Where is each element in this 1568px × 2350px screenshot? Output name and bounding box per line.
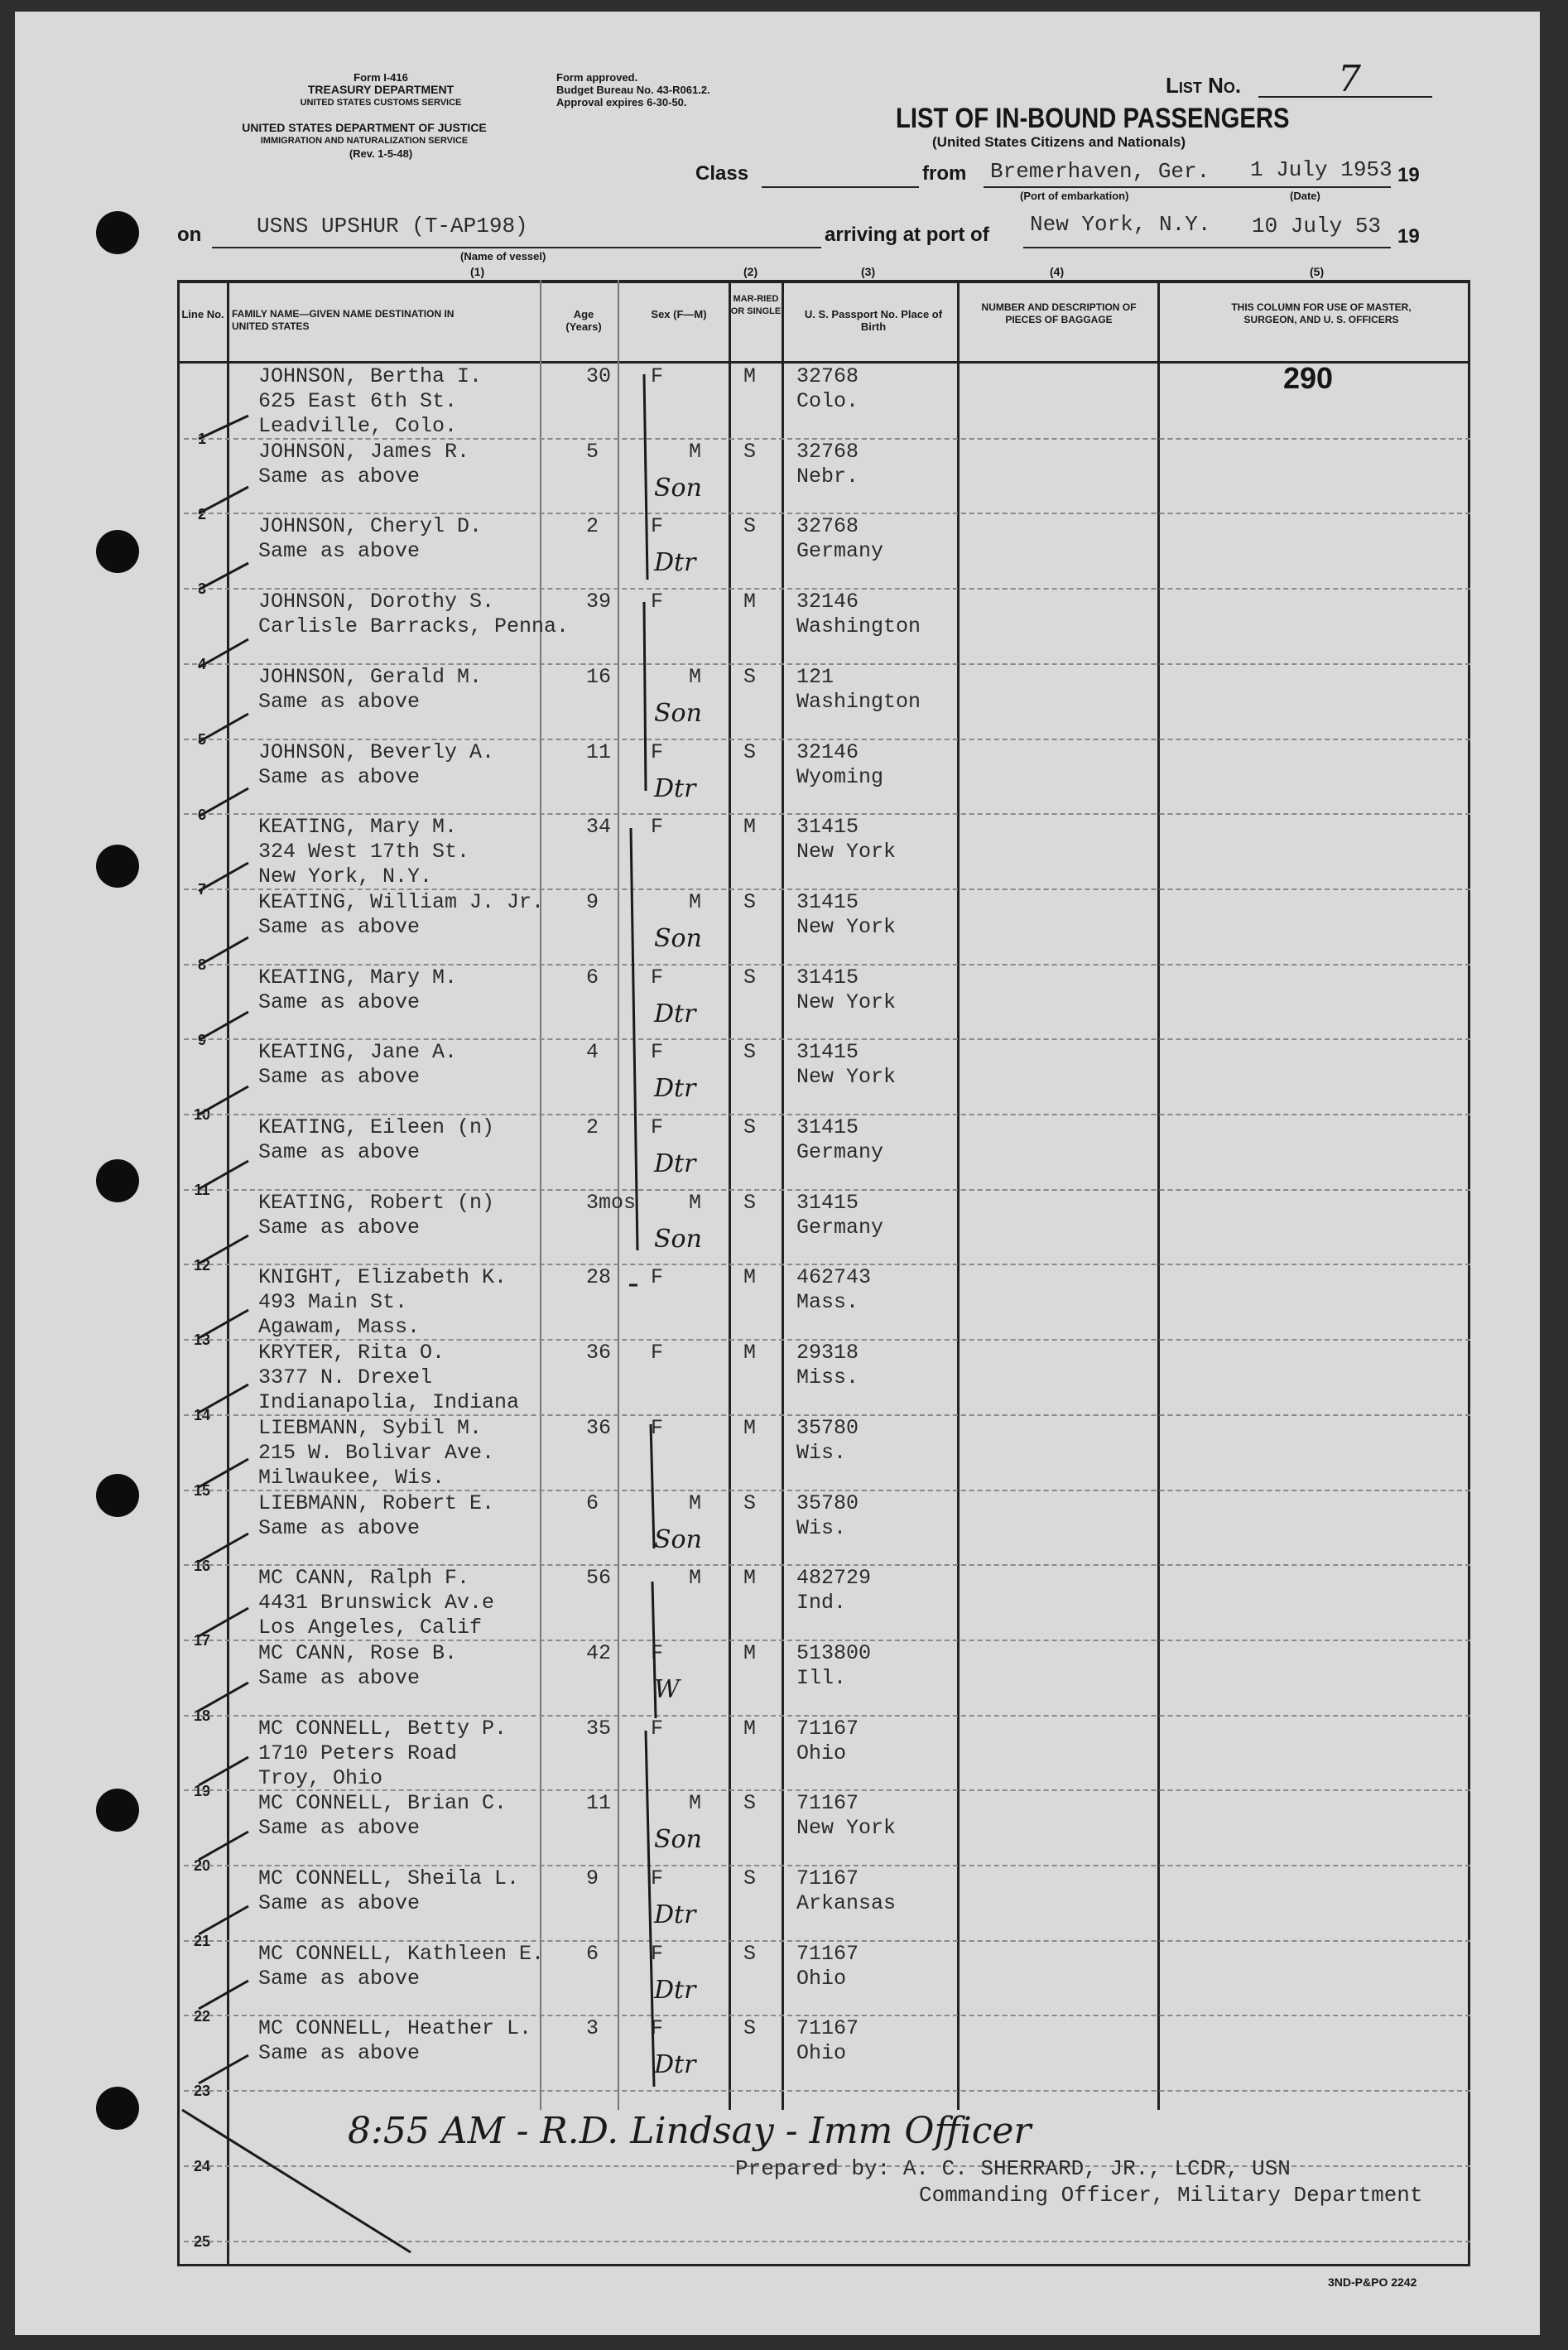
- place-of-birth: Wis.: [796, 1440, 847, 1465]
- passenger-name: JOHNSON, James R.: [258, 439, 470, 464]
- passport-number: 35780: [796, 1415, 859, 1440]
- passport-number: 71167: [796, 2016, 859, 2041]
- relationship-note: Dtr: [654, 773, 696, 803]
- col-number-2: (2): [743, 265, 758, 278]
- marital-status: S: [743, 1941, 757, 1966]
- passenger-age: 2: [586, 514, 599, 539]
- passenger-name: JOHNSON, Beverly A.: [258, 739, 495, 764]
- passenger-age: 16: [586, 664, 612, 689]
- family-bracket: [646, 1731, 654, 2087]
- relationship-note: W: [654, 1674, 680, 1704]
- passport-number: 462743: [796, 1265, 872, 1290]
- relationship-note: Dtr: [654, 1149, 696, 1178]
- line-number: 23: [193, 2083, 211, 2100]
- relationship-note: Dtr: [654, 1074, 696, 1104]
- line-number: 25: [193, 2232, 211, 2250]
- passport-number: 32768: [796, 514, 859, 539]
- place-of-birth: Germany: [796, 539, 884, 564]
- family-bracket: [644, 602, 646, 791]
- passenger-address: Same as above: [258, 464, 421, 489]
- passenger-age: 56: [586, 1566, 612, 1591]
- place-of-birth: New York: [796, 840, 897, 864]
- list-no-label: List No.: [1166, 73, 1242, 98]
- header-line-no: Line No.: [181, 308, 224, 320]
- marital-status: S: [743, 1040, 757, 1065]
- passenger-age: 36: [586, 1415, 612, 1440]
- header-age: Age (Years): [565, 308, 602, 333]
- ins-service: IMMIGRATION AND NATURALIZATION SERVICE: [260, 136, 469, 146]
- footer-code: 3ND-P&PO 2242: [1328, 2275, 1417, 2289]
- passenger-age: 2: [586, 1115, 599, 1139]
- passport-number: 71167: [796, 1716, 859, 1741]
- arrival-date: 10 July 53: [1252, 214, 1382, 238]
- line-number: 6: [197, 806, 206, 823]
- place-of-birth: New York: [796, 914, 897, 939]
- passport-number: 31415: [796, 815, 859, 840]
- col-number-4: (4): [1050, 265, 1065, 278]
- relationship-note: Son: [654, 1524, 702, 1554]
- place-of-birth: Ohio: [796, 1741, 847, 1765]
- line-number: 16: [193, 1557, 211, 1574]
- passenger-sex: F: [651, 1640, 664, 1665]
- marital-status: S: [743, 1190, 757, 1215]
- passport-number: 32768: [796, 364, 859, 388]
- relationship-note: Son: [654, 923, 702, 953]
- passenger-sex: M: [689, 439, 702, 464]
- passenger-sex: F: [651, 514, 664, 539]
- passport-number: 32768: [796, 439, 859, 464]
- form-approved: Form approved.: [556, 71, 638, 84]
- customs-service: UNITED STATES CUSTOMS SERVICE: [300, 98, 462, 108]
- passport-number: 121: [796, 664, 835, 689]
- passenger-address: 215 W. Bolivar Ave.: [258, 1440, 495, 1465]
- passenger-name: LIEBMANN, Sybil M.: [258, 1415, 483, 1440]
- stamp-number: 290: [1283, 361, 1334, 395]
- place-of-birth: Colo.: [796, 389, 859, 413]
- passport-number: 35780: [796, 1490, 859, 1515]
- passenger-sex: F: [651, 739, 664, 764]
- marital-status: S: [743, 514, 757, 539]
- passenger-address: Same as above: [258, 1816, 421, 1841]
- passenger-age: 6: [586, 965, 599, 990]
- line-number: 19: [193, 1782, 211, 1799]
- passenger-age: 11: [586, 1791, 612, 1816]
- page-subtitle: (United States Citizens and Nationals): [932, 134, 1186, 150]
- revision: (Rev. 1-5-48): [349, 147, 413, 160]
- passenger-age: 34: [586, 815, 612, 840]
- line-number: 5: [197, 730, 206, 748]
- place-of-birth: New York: [796, 1065, 897, 1090]
- officer-title: Commanding Officer, Military Department: [919, 2183, 1423, 2208]
- passenger-sex: F: [651, 590, 664, 614]
- line-number: 24: [193, 2158, 211, 2175]
- passenger-address: Same as above: [258, 539, 421, 564]
- vessel-name: USNS UPSHUR (T-AP198): [257, 214, 528, 238]
- line-number: 18: [193, 1707, 211, 1724]
- header-baggage: NUMBER AND DESCRIPTION OF PIECES OF BAGGAGE: [981, 301, 1137, 325]
- budget-bureau: Budget Bureau No. 43-R061.2.: [556, 84, 710, 96]
- marital-status: S: [743, 739, 757, 764]
- relationship-note: Dtr: [654, 1975, 696, 2005]
- passenger-address: Same as above: [258, 1891, 421, 1915]
- line-number: 8: [197, 956, 206, 973]
- marital-status: M: [743, 1415, 757, 1440]
- line-number: 2: [197, 505, 206, 522]
- marital-status: S: [743, 1791, 757, 1816]
- passport-number: 31415: [796, 965, 859, 990]
- place-of-birth: New York: [796, 1816, 897, 1841]
- passenger-address: Same as above: [258, 689, 421, 714]
- line-number: 12: [193, 1256, 211, 1274]
- list-no-value: 7: [1338, 58, 1361, 100]
- passenger-address: Troy, Ohio: [258, 1765, 383, 1790]
- page-title: LIST OF IN-BOUND PASSENGERS: [896, 103, 1290, 134]
- arriving-label: arriving at port of: [825, 224, 989, 246]
- marital-status: S: [743, 439, 757, 464]
- line-number: 11: [194, 1182, 210, 1198]
- passenger-age: 28: [586, 1265, 612, 1290]
- line-number: 15: [193, 1481, 211, 1499]
- marital-status: M: [743, 1341, 757, 1365]
- passenger-age: 36: [586, 1341, 612, 1365]
- col-number-5: (5): [1310, 265, 1325, 278]
- passenger-name: MC CONNELL, Brian C.: [258, 1791, 507, 1816]
- on-label: on: [177, 224, 202, 246]
- passenger-age: 30: [586, 364, 612, 388]
- passenger-name: MC CANN, Ralph F.: [258, 1566, 470, 1591]
- passenger-sex: F: [651, 1866, 664, 1890]
- passport-number: 31415: [796, 1040, 859, 1065]
- passenger-sex: F: [651, 1040, 664, 1065]
- line-number: 14: [193, 1407, 211, 1424]
- line-number: 9: [197, 1031, 206, 1048]
- form-number: Form I-416: [354, 71, 408, 84]
- passenger-address: 493 Main St.: [258, 1290, 408, 1315]
- passport-number: 31415: [796, 1190, 859, 1215]
- marital-status: M: [743, 815, 757, 840]
- marital-status: S: [743, 1115, 757, 1139]
- header-name: FAMILY NAME—GIVEN NAME DESTINATION IN UNITED STATES: [232, 308, 455, 332]
- place-of-birth: Washington: [796, 689, 921, 714]
- place-of-birth: Ohio: [796, 2041, 847, 2066]
- passenger-name: MC CANN, Rose B.: [258, 1640, 458, 1665]
- place-of-birth: New York: [796, 990, 897, 1014]
- relationship-note: Dtr: [654, 1900, 696, 1929]
- passenger-address: Leadville, Colo.: [258, 414, 458, 438]
- relationship-note: Dtr: [654, 548, 696, 578]
- passport-number: 71167: [796, 1791, 859, 1816]
- passport-number: 482729: [796, 1566, 872, 1591]
- passenger-name: KEATING, Eileen (n): [258, 1115, 495, 1139]
- passenger-sex: F: [651, 1716, 664, 1741]
- passenger-age: 11: [586, 739, 612, 764]
- marital-status: M: [743, 1566, 757, 1591]
- header-officers: THIS COLUMN FOR USE OF MASTER, SURGEON, AND U. S. OFFICERS: [1231, 301, 1412, 325]
- passenger-name: MC CONNELL, Sheila L.: [258, 1866, 520, 1890]
- passenger-name: KNIGHT, Elizabeth K.: [258, 1265, 507, 1290]
- passport-number: 71167: [796, 1941, 859, 1966]
- passenger-sex: F: [651, 1115, 664, 1139]
- relationship-note: Son: [654, 473, 702, 503]
- passenger-sex: F: [651, 965, 664, 990]
- passenger-age: 3: [586, 2016, 599, 2041]
- passenger-address: Los Angeles, Calif: [258, 1616, 483, 1640]
- passenger-address: Agawam, Mass.: [258, 1315, 421, 1340]
- passenger-age: 6: [586, 1490, 599, 1515]
- passenger-address: Same as above: [258, 1215, 421, 1240]
- passenger-age: 9: [586, 889, 599, 914]
- year-suffix-2: 19: [1397, 225, 1420, 248]
- passenger-name: KEATING, Robert (n): [258, 1190, 495, 1215]
- passenger-sex: F: [651, 1341, 664, 1365]
- marital-status: S: [743, 889, 757, 914]
- passenger-sex: M: [689, 664, 702, 689]
- passenger-address: 4431 Brunswick Av.e: [258, 1591, 495, 1616]
- passenger-name: JOHNSON, Dorothy S.: [258, 590, 495, 614]
- passenger-sex: F: [651, 815, 664, 840]
- passenger-address: Same as above: [258, 1665, 421, 1690]
- prepared-by: Prepared by: A. C. SHERRARD, JR., LCDR, USN: [735, 2156, 1291, 2181]
- passenger-name: KRYTER, Rita O.: [258, 1341, 445, 1365]
- line-number: 21: [193, 1933, 211, 1949]
- relationship-note: Dtr: [654, 999, 696, 1028]
- passenger-address: 1710 Peters Road: [258, 1741, 458, 1765]
- line-number: 20: [193, 1857, 211, 1875]
- passenger-address: Same as above: [258, 764, 421, 789]
- passenger-sex: F: [651, 364, 664, 388]
- passenger-address: Milwaukee, Wis.: [258, 1465, 445, 1490]
- passenger-name: KEATING, Mary M.: [258, 965, 458, 990]
- passenger-age: 4: [586, 1040, 599, 1065]
- marital-status: M: [743, 1716, 757, 1741]
- passenger-name: MC CONNELL, Betty P.: [258, 1716, 507, 1741]
- passenger-name: LIEBMANN, Robert E.: [258, 1490, 495, 1515]
- header-sex: Sex (F—M): [651, 308, 707, 320]
- passport-number: 32146: [796, 739, 859, 764]
- justice-dept: UNITED STATES DEPARTMENT OF JUSTICE: [242, 121, 487, 134]
- place-of-birth: Ohio: [796, 1966, 847, 1991]
- passenger-age: 5: [586, 439, 599, 464]
- passenger-address: Same as above: [258, 1140, 421, 1164]
- marital-status: S: [743, 1490, 757, 1515]
- passenger-name: MC CONNELL, Kathleen E.: [258, 1941, 545, 1966]
- passport-number: 513800: [796, 1640, 872, 1665]
- passenger-address: 3377 N. Drexel: [258, 1365, 433, 1390]
- embarkation-date: 1 July 1953: [1250, 157, 1392, 182]
- marital-status: M: [743, 590, 757, 614]
- passenger-address: New York, N.Y.: [258, 864, 433, 889]
- vessel-caption: (Name of vessel): [460, 250, 546, 262]
- from-label: from: [922, 162, 967, 185]
- passenger-sex: M: [689, 1566, 702, 1591]
- family-bracket: [651, 1424, 654, 1548]
- relationship-note: Dtr: [654, 2050, 696, 2080]
- passenger-address: Same as above: [258, 1966, 421, 1991]
- passenger-address: Same as above: [258, 914, 421, 939]
- marital-status: M: [743, 364, 757, 388]
- passport-number: 32146: [796, 590, 859, 614]
- approval-expires: Approval expires 6-30-50.: [556, 96, 687, 108]
- passenger-sex: M: [689, 1791, 702, 1816]
- class-label: Class: [695, 162, 749, 185]
- place-of-birth: Mass.: [796, 1290, 859, 1315]
- marital-status: S: [743, 664, 757, 689]
- port-caption: (Port of embarkation): [1020, 190, 1129, 202]
- passenger-address: Same as above: [258, 1515, 421, 1540]
- passenger-age: 3mos: [586, 1190, 637, 1215]
- passenger-age: 6: [586, 1941, 599, 1966]
- passenger-address: Same as above: [258, 990, 421, 1014]
- passenger-name: JOHNSON, Gerald M.: [258, 664, 483, 689]
- port-of-embarkation: Bremerhaven, Ger.: [990, 159, 1210, 184]
- place-of-birth: Ill.: [796, 1665, 847, 1690]
- passenger-sex: F: [651, 1415, 664, 1440]
- place-of-birth: Arkansas: [796, 1891, 897, 1915]
- passenger-address: Same as above: [258, 2041, 421, 2066]
- passenger-address: 324 West 17th St.: [258, 840, 470, 864]
- passport-number: 29318: [796, 1341, 859, 1365]
- passenger-age: 39: [586, 590, 612, 614]
- passenger-address: Indianapolia, Indiana: [258, 1390, 520, 1415]
- marital-status: S: [743, 965, 757, 990]
- col-number-3: (3): [861, 265, 876, 278]
- passenger-sex: M: [689, 889, 702, 914]
- marital-status: S: [743, 2016, 757, 2041]
- relationship-note: Son: [654, 1825, 702, 1855]
- passenger-name: KEATING, William J. Jr.: [258, 889, 545, 914]
- line-number: 13: [193, 1332, 211, 1349]
- passenger-sex: F: [651, 2016, 664, 2041]
- place-of-birth: Ind.: [796, 1591, 847, 1616]
- marital-status: S: [743, 1866, 757, 1890]
- passenger-age: 9: [586, 1866, 599, 1890]
- marital-status: M: [743, 1265, 757, 1290]
- passenger-address: Carlisle Barracks, Penna.: [258, 614, 570, 639]
- passport-number: 31415: [796, 889, 859, 914]
- passenger-name: KEATING, Jane A.: [258, 1040, 458, 1065]
- place-of-birth: Germany: [796, 1215, 884, 1240]
- family-bracket: [644, 374, 647, 580]
- passenger-sex: F: [651, 1941, 664, 1966]
- passenger-name: JOHNSON, Cheryl D.: [258, 514, 483, 539]
- header-passport: U. S. Passport No. Place of Birth: [804, 308, 943, 333]
- line-number: 22: [193, 2007, 211, 2025]
- line-number: 4: [197, 656, 206, 673]
- date-caption: (Date): [1290, 190, 1320, 202]
- line-number: 1: [197, 431, 206, 447]
- marital-status: M: [743, 1640, 757, 1665]
- passenger-age: 42: [586, 1640, 612, 1665]
- line-number: 7: [197, 881, 206, 898]
- place-of-birth: Germany: [796, 1140, 884, 1164]
- family-bracket: [652, 1582, 656, 1718]
- passenger-address: 625 East 6th St.: [258, 389, 458, 413]
- header-married: MAR-RIED OR SINGLE: [730, 294, 782, 316]
- passenger-address: Same as above: [258, 1065, 421, 1090]
- passenger-age: 35: [586, 1716, 612, 1741]
- relationship-note: Son: [654, 698, 702, 728]
- passport-number: 71167: [796, 1866, 859, 1890]
- relationship-note: Son: [654, 1224, 702, 1254]
- passenger-sex: M: [689, 1190, 702, 1215]
- line-number: 10: [193, 1106, 211, 1124]
- passenger-sex: M: [689, 1490, 702, 1515]
- family-bracket: [631, 828, 637, 1250]
- port-of-arrival: New York, N.Y.: [1030, 212, 1211, 237]
- year-suffix: 19: [1397, 164, 1420, 186]
- place-of-birth: Wyoming: [796, 764, 884, 789]
- passport-number: 31415: [796, 1115, 859, 1139]
- inspector-note: 8:55 AM - R.D. Lindsay - Imm Officer: [348, 2110, 1032, 2152]
- line-number: 17: [193, 1632, 211, 1649]
- passenger-sex: F: [651, 1265, 664, 1290]
- place-of-birth: Nebr.: [796, 464, 859, 489]
- place-of-birth: Wis.: [796, 1515, 847, 1540]
- place-of-birth: Miss.: [796, 1365, 859, 1390]
- line-number: 3: [197, 580, 206, 598]
- place-of-birth: Washington: [796, 614, 921, 639]
- passenger-name: JOHNSON, Bertha I.: [258, 364, 483, 388]
- treasury-dept: TREASURY DEPARTMENT: [307, 83, 455, 96]
- col-number-1: (1): [470, 265, 485, 278]
- passenger-name: KEATING, Mary M.: [258, 815, 458, 840]
- passenger-name: MC CONNELL, Heather L.: [258, 2016, 532, 2041]
